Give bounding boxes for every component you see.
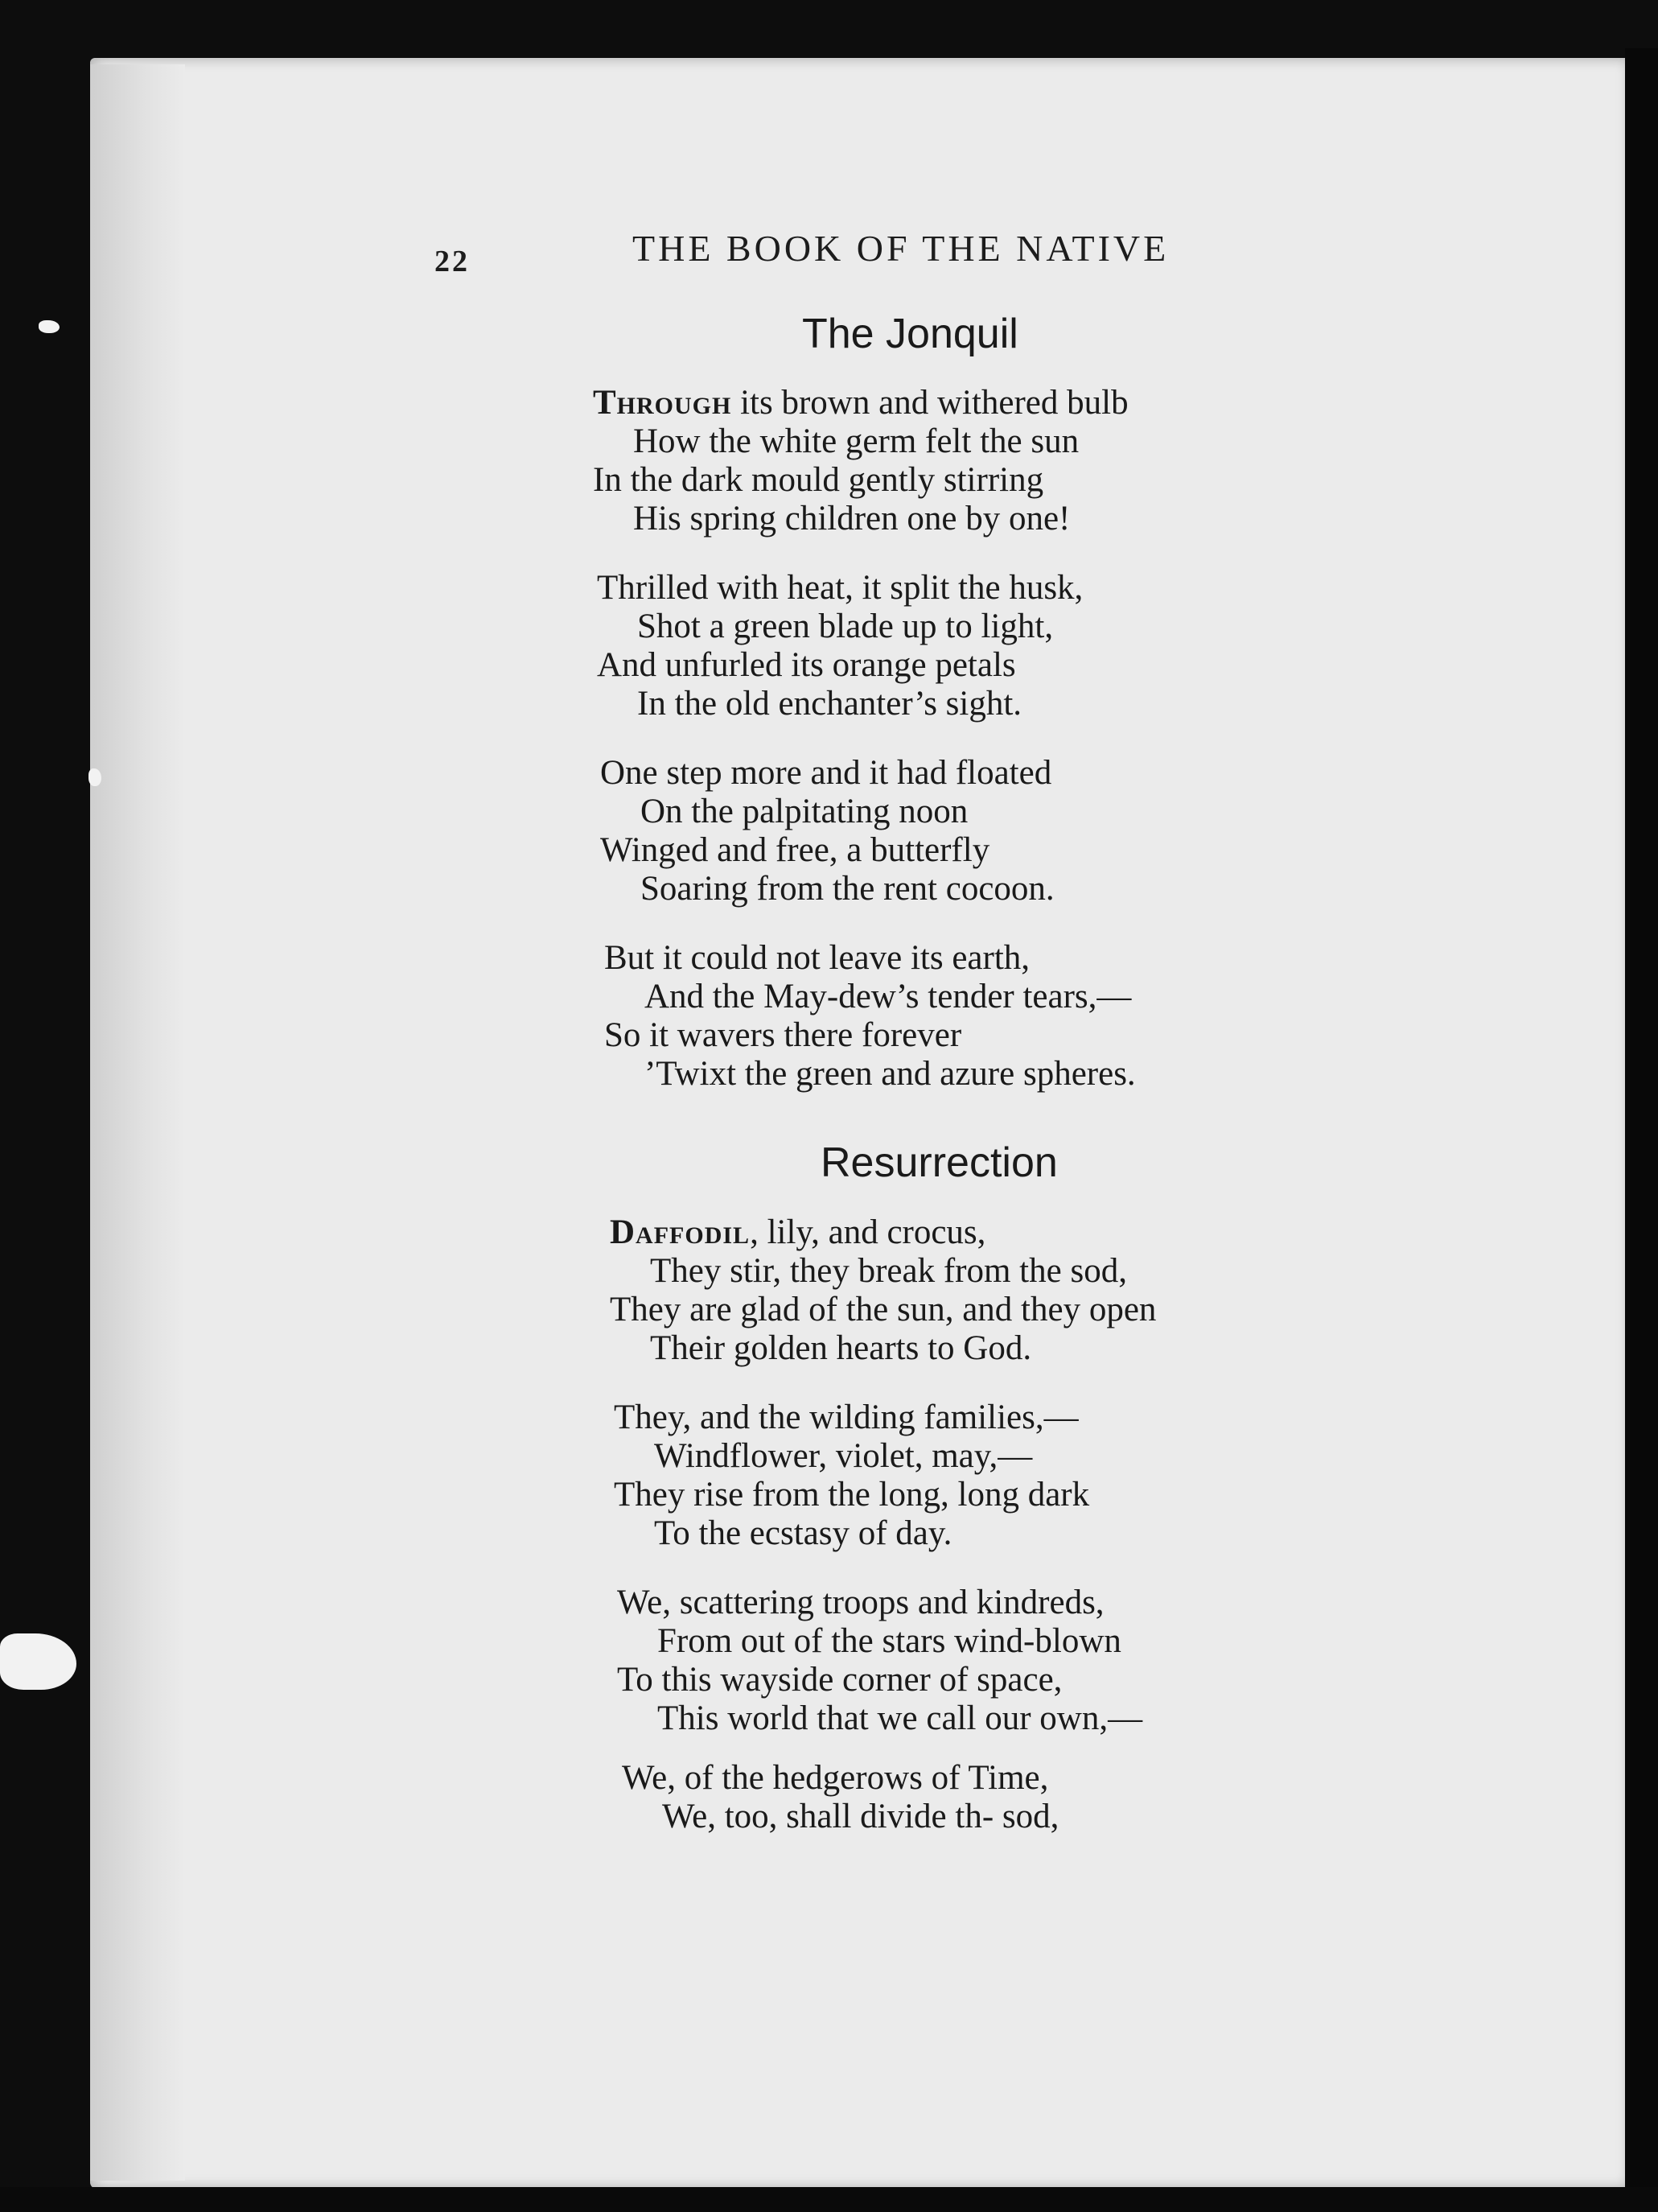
poem-line: They are glad of the sun, and they open (610, 1291, 1157, 1328)
poem-line: We, scattering troops and kindreds, (617, 1584, 1105, 1621)
book-page (90, 58, 1631, 2189)
poem-line: In the old enchanter’s sight. (637, 685, 1022, 723)
drop-word: Daffodil (610, 1213, 751, 1251)
page-number: 22 (434, 245, 470, 278)
poem-line: We, too, shall divide th- sod, (662, 1798, 1059, 1835)
poem-line: Daffodil, lily, and crocus, (610, 1213, 986, 1251)
poem-line: ’Twixt the green and azure spheres. (644, 1055, 1136, 1093)
stanza (593, 384, 1129, 538)
stanza (600, 754, 1055, 908)
poem-line: So it wavers there forever (604, 1016, 962, 1054)
stanza (610, 1213, 1156, 1368)
page-gutter-edge (90, 64, 185, 2181)
poem-line: But it could not leave its earth, (604, 939, 1031, 977)
poem-line: They rise from the long, long dark (614, 1476, 1090, 1514)
poem-line: Their golden hearts to God. (650, 1329, 1032, 1367)
poem-line: They, and the wilding families,— (614, 1398, 1079, 1436)
poem-line: From out of the stars wind-blown (657, 1622, 1121, 1660)
poem-line: Shot a green blade up to light, (637, 608, 1054, 645)
poem-line: How the white germ felt the sun (633, 422, 1080, 460)
poem-line: Winged and free, a butterfly (600, 831, 990, 869)
stanza (617, 1584, 1142, 1738)
scan-border-right (1625, 48, 1658, 2212)
poem-line: To the ecstasy of day. (654, 1514, 952, 1552)
poem-line: On the palpitating noon (640, 793, 969, 830)
poem-title: The Jonquil (802, 311, 1018, 357)
poem-line: Windflower, violet, may,— (654, 1437, 1033, 1475)
poem-line: We, of the hedgerows of Time, (622, 1759, 1049, 1797)
drop-word: Through (593, 384, 732, 422)
poem-line: Thrilled with heat, it split the husk, (597, 569, 1084, 607)
stanza (604, 939, 1136, 1094)
poem-line: And the May-dew’s tender tears,— (644, 978, 1132, 1015)
poem-line: This world that we call our own,— (657, 1699, 1143, 1737)
poem-line: In the dark mould gently stirring (593, 461, 1044, 499)
poem-title: Resurrection (821, 1139, 1058, 1186)
poem-line: And unfurled its orange petals (597, 646, 1016, 684)
scan-speck (0, 1633, 76, 1690)
stanza (597, 569, 1083, 723)
poem-line: One step more and it had floated (600, 754, 1052, 792)
poem-line: Through its brown and withered bulb (593, 384, 1129, 422)
poem-line: They stir, they break from the sod, (650, 1252, 1127, 1290)
running-head: THE BOOK OF THE NATIVE (632, 228, 1170, 269)
stanza (614, 1398, 1089, 1553)
scan-border-bottom (0, 2187, 1658, 2212)
stanza (622, 1759, 1059, 1836)
poem-line: His spring children one by one! (633, 500, 1071, 538)
poem-line: To this wayside corner of space, (617, 1661, 1063, 1699)
poem-line: Soaring from the rent cocoon. (640, 870, 1055, 908)
scan-speck (39, 320, 60, 333)
scan-speck (88, 768, 101, 786)
